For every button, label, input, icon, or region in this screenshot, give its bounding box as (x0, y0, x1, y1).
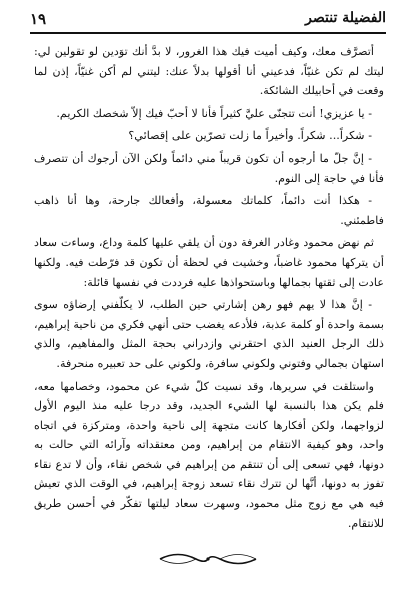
paragraph-dialog-1: - يا عزيزي! أنت تتجنّى عليَّ كثيراً فأنا لا أحبّ فيك إلاّ شخصك الكريم. (56, 106, 372, 120)
book-title: الفضيلة تنتصر (305, 10, 386, 26)
paragraph-narration-3: واستلقت في سريرها، وقد نسيت كلّ شيء عن محمود، وخصامها معه، فلم يكن هذا بالنسبة لها الشيء الجديد، وقد درجا عليه منذ اليوم الأول لزواجهما، ولكن أفكارها كانت متجهة إلى ناحية واحدة، ومتركزة في اتجاه واحد، وهو كيفية الانتقام من إبراهيم، ومن معتقداته وآرائه التي حالت به دونها، فهي تسعى إلى أن تنتقم من إبراهيم في شخص نقاء، وأن لا تدع نقاء تفوز به دونها، أنَّها لن تترك نقاء تسعد زوجة إبراهيم، في الوقت الذي تعيش فيه هي مع زوج مثل محمود، وسهرت سعاد ليلتها تفكّر في أحسن طريق للانتقام. (34, 379, 384, 530)
paragraph-narration-2: ثم نهض محمود وغادر الغرفة دون أن يلقي عليها كلمة وداع، وساءت سعاد أن يتركها محمود غاضباً، وخشيت في لحظة أن تكون قد فرّطت فيه. ولكنها عادت إلى ثقتها بجمالها وباستحواذها عليه فرددت في نفسها قائلة: (34, 236, 384, 289)
body-text (34, 42, 384, 536)
paragraph-dialog-2: - شكراً... شكراً. وأخيراً ما زلت تصرّين على إقصائي؟ (128, 129, 372, 143)
paragraph-dialog-3: - إنَّ جلّ ما أرجوه أن تكون قريباً مني دائماً ولكن الآن أرجوك أن تتصرف فأنا في حاجة إلى النوم. (34, 151, 384, 185)
paragraph-narration-1: أتصرَّف معك، وكيف أميت فيك هذا الغرور، لا بدَّ أنك توَدين لو تقولين لي: ليتك لم تكن غنيّاً، فدعيني أنا أقولها بدلاً عنك: ليتني لم أكن غنيّاً، إذن لما وقعت في أحابيلك الشائكة. (34, 45, 384, 98)
page-number: ١٩ (30, 10, 47, 28)
paragraph-dialog-5: - إنَّ هذا لا يهم فهو رهن إشارتي حين الطلب، لا يكلّفني إرضاؤه سوى بسمة واحدة أو كلمة عذبة، فلأدعه يغضب حتى أنهي فكري من ناحية إبراهيم، ذلك الرجل العنيد الذي احتقرني وازدراني بحجة المثل والمفاهيم، والذي استهان بجمالي وفتوني ولكوني سافرة، ولكوني على حد تعبيره منحرفة. (34, 298, 384, 370)
paragraph-dialog-4: - هكذا أنت دائماً، كلماتك معسولة، وأفعالك جارحة، وها أنا ذاهب فاطمئني. (34, 194, 384, 227)
header-rule (30, 32, 386, 34)
page-header (30, 8, 386, 34)
decorative-flourish-icon (158, 552, 258, 566)
